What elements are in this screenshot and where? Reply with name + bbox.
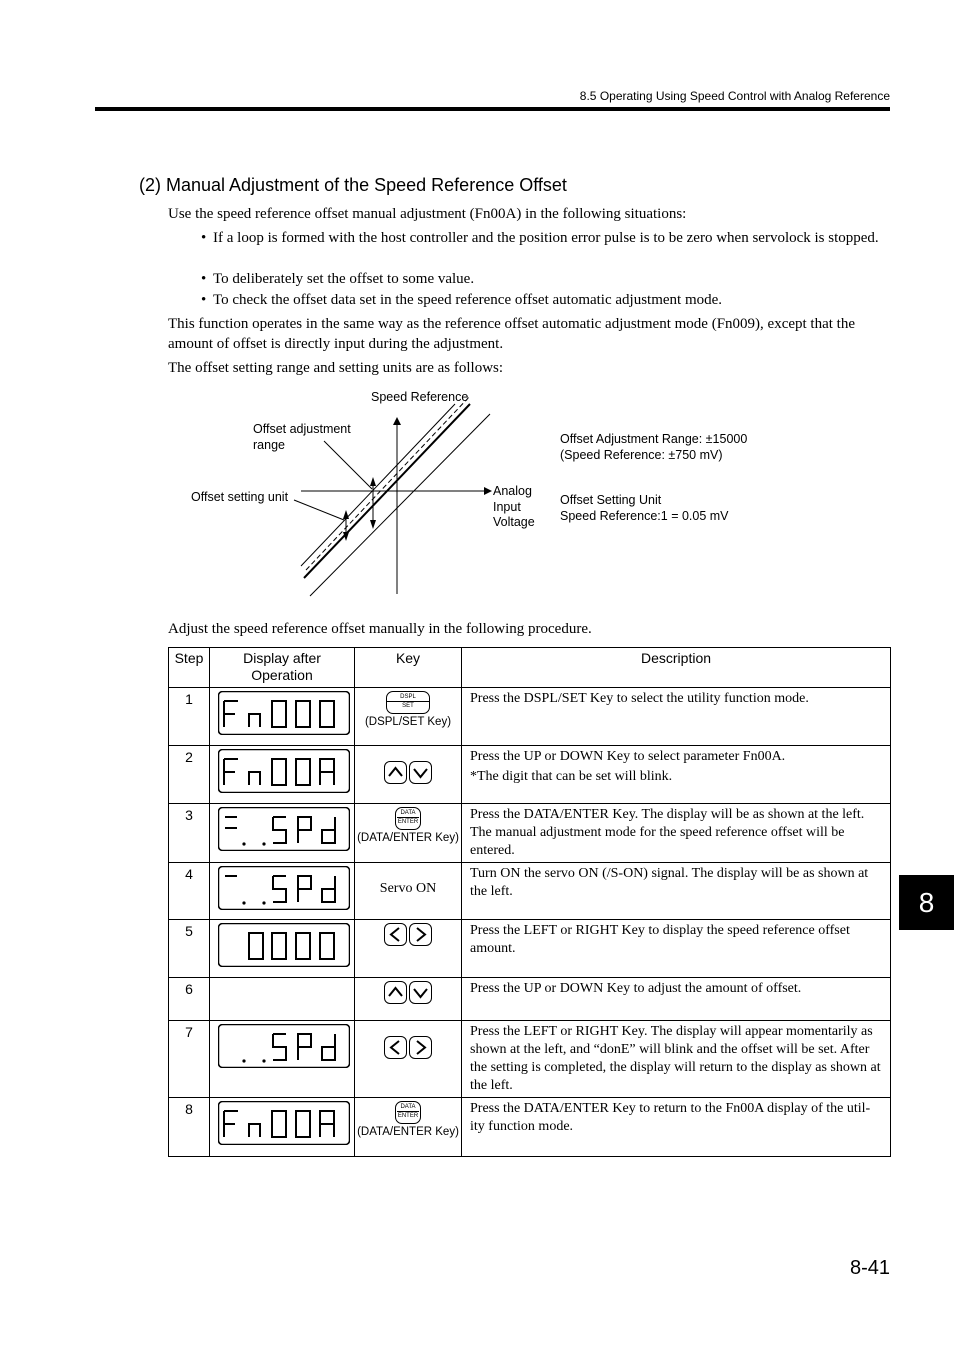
key-cell [355,1098,462,1157]
step-description: Turn ON the servo ON (/S-ON) signal. The display will be as shown at the left. [462,863,891,920]
lcd-fn000 [218,691,350,735]
function-paragraph: This function operates in the same way as the reference offset automatic adjustment mode (Fn009), except that the amount of offset is directly input during the adjustment. [168,316,855,352]
key-cell [355,688,462,746]
bullet-item: • To deliberately set the offset to some value. [201,270,881,289]
step-number: 2 [169,746,210,804]
dspl-set-key-icon[interactable]: DSPL SET [386,691,430,714]
lcd-0000 [218,923,350,967]
table-header-row [169,648,891,688]
lcd-display-empty [210,978,355,1021]
lcd-top-spd [218,866,350,910]
step-number: 4 [169,863,210,920]
offset-diagram [0,0,954,640]
data-enter-key-icon[interactable]: DATA ENTER [395,1101,421,1124]
step-number: 6 [169,978,210,1021]
key-cell [355,978,462,1021]
step-description: Press the LEFT or RIGHT Key. The display will appear momentarily as shown at the left, and “donE” will blink and the offset will be set. After the setting is completed, the display will return to the display as shown at the left. [462,1021,891,1098]
lcd-fn00a [218,749,350,793]
step-number: 1 [169,688,210,746]
step-note: *The digit that can be set will blink. [470,769,673,784]
table-row [169,978,891,1021]
table-row [169,746,891,804]
chapter-tab: 8 [899,875,954,930]
step-number: 5 [169,920,210,978]
axis-label: Analog Input Voltage [493,484,535,529]
intro-paragraph: Use the speed reference offset manual adjustment (Fn00A) in the following situations: [168,206,687,222]
table-row [169,1021,891,1098]
bullet-text: If a loop is formed with the host controller and the position error pulse is to be zero when servolock is stopped. [213,230,879,246]
header-key: Key [355,648,462,688]
key-cell [355,746,462,804]
table-row [169,863,891,920]
bullet-item: • If a loop is formed with the host controller and the position error pulse is to be zero when servolock is stopped. [201,229,881,248]
up-key-icon[interactable] [384,981,407,1004]
table-row [169,920,891,978]
table-row [169,1098,891,1157]
unit-spec: Offset Setting Unit Speed Reference:1 = 0.05 mV [560,493,729,523]
lcd-display [210,746,355,804]
step-description: Press the DATA/ENTER Key. The display will be as shown at the left. The manual adjustment mode for the speed reference offset will be entered. [462,804,891,863]
offset-unit-label: Offset setting unit [191,490,289,504]
key-cell [355,804,462,863]
range-paragraph: The offset setting range and setting units are as follows: [168,360,504,376]
header-description: Description [462,648,891,688]
lcd-display [210,1098,355,1157]
step-description: Press the LEFT or RIGHT Key to display the speed reference offset amount. [462,920,891,978]
range-spec: Offset Adjustment Range: ±15000 (Speed Reference: ±750 mV) [560,432,748,462]
left-key-icon[interactable] [384,923,407,946]
page-number: 8-41 [849,1257,890,1279]
lcd-display [210,920,355,978]
key-label: (DSPL/SET Key) [364,716,452,728]
table-row [169,804,891,863]
step-number: 3 [169,804,210,863]
bullet-item: • To check the offset data set in the speed reference offset automatic adjustment mode. [201,291,881,310]
procedure-paragraph: Adjust the speed reference offset manually in the following procedure. [168,621,592,637]
left-key-icon[interactable] [384,1036,407,1059]
lcd-fn00a [218,1101,350,1145]
data-enter-key-icon[interactable]: DATA ENTER [395,807,421,830]
table-row [169,688,891,746]
step-description: Press the UP or DOWN Key to select parameter Fn00A. *The digit that can be set will blink. [462,746,891,804]
section-heading: (2) Manual Adjustment of the Speed Reference Offset [139,175,567,195]
step-description: Press the DSPL/SET Key to select the utility function mode. [462,688,891,746]
header-display: Display after Operation [210,648,355,688]
down-key-icon[interactable] [409,981,432,1004]
speed-reference-label: Speed Reference [371,390,469,404]
lcd-display [210,688,355,746]
lcd-display [210,1021,355,1098]
right-key-icon[interactable] [409,1036,432,1059]
leader-line [294,500,344,520]
lcd-dot-spd [218,1024,350,1068]
header-step: Step [169,648,210,688]
lcd-minus-spd [218,807,350,851]
bullet-text: To check the offset data set in the speed reference offset automatic adjustment mode. [213,292,723,308]
key-cell [355,1021,462,1098]
key-cell [355,863,462,920]
step-number: 7 [169,1021,210,1098]
procedure-table [168,647,891,1157]
key-cell [355,920,462,978]
down-key-icon[interactable] [409,761,432,784]
right-key-icon[interactable] [409,923,432,946]
running-header: 8.5 Operating Using Speed Control with Analog Reference [579,89,890,103]
step-number: 8 [169,1098,210,1157]
key-label: (DATA/ENTER Key) [357,1126,459,1138]
key-label: (DATA/ENTER Key) [357,832,459,844]
lcd-display [210,863,355,920]
servo-on-label: Servo ON [379,881,437,896]
lcd-display [210,804,355,863]
up-key-icon[interactable] [384,761,407,784]
step-description: Press the UP or DOWN Key to adjust the amount of offset. [462,978,891,1021]
step-description: Press the DATA/ENTER Key to return to the Fn00A display of the util-ity function mode. [462,1098,891,1157]
offset-range-label: Offset adjustment range [253,422,351,452]
bullet-text: To deliberately set the offset to some value. [213,271,475,287]
